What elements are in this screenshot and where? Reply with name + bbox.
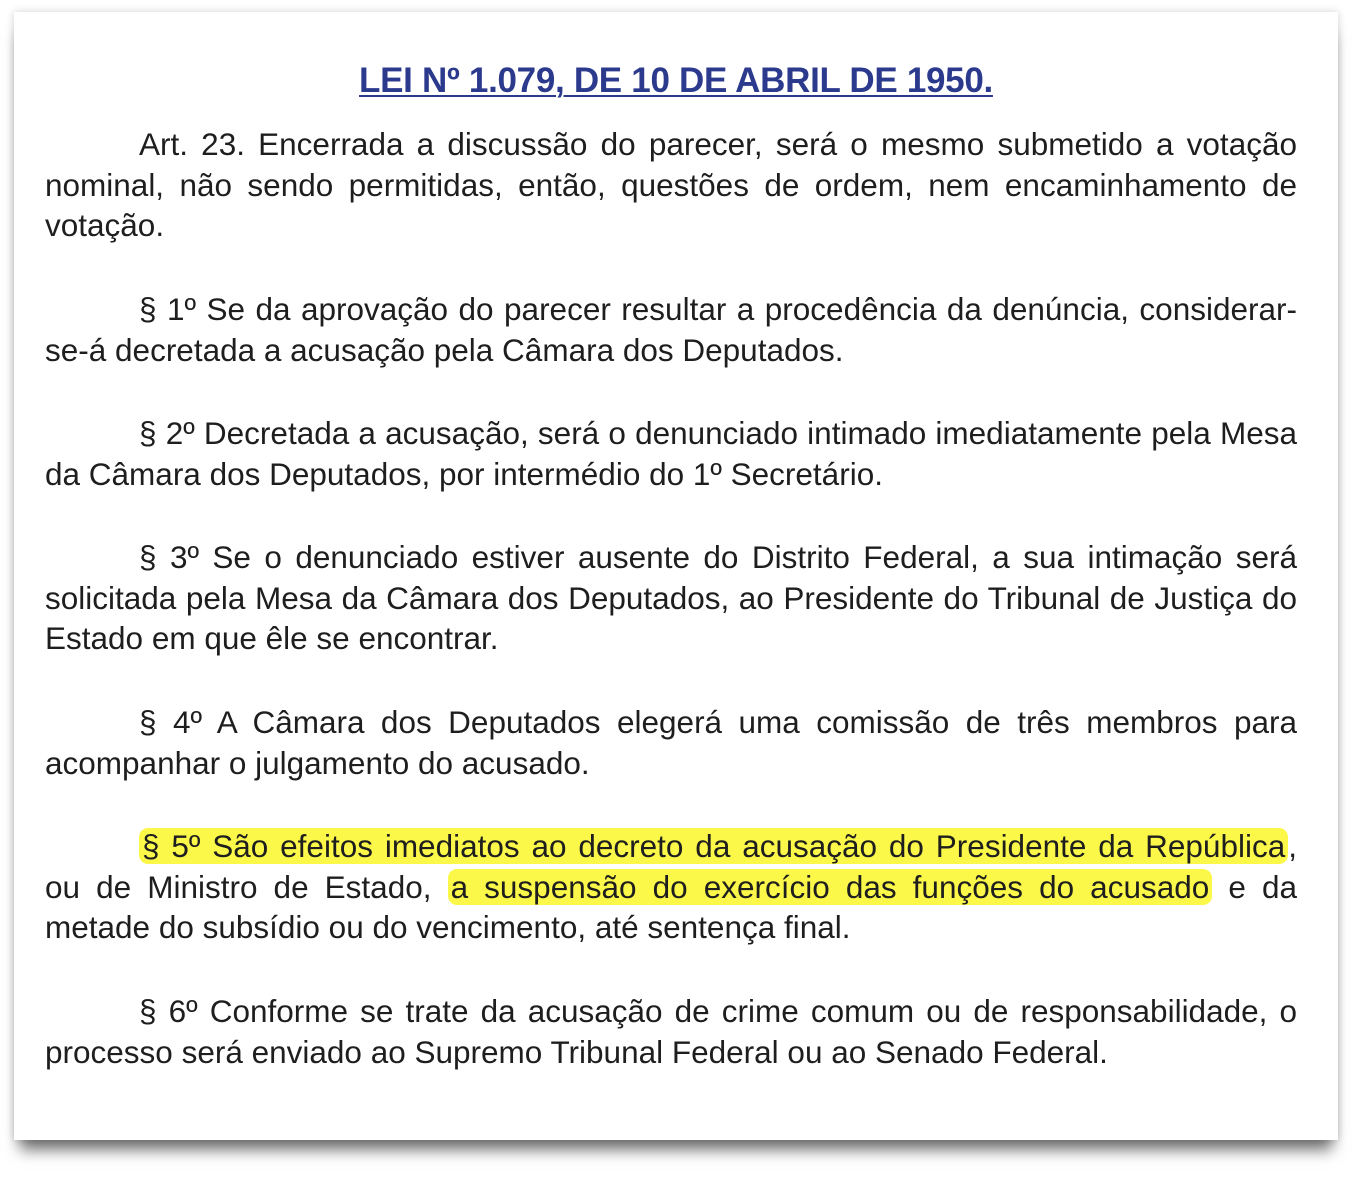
document-page [14,12,1338,1140]
article-23-paragraph: Art. 23. Encerrada a discussão do parecer, será o mesmo submetido a votação nominal, não sendo permitidas, então, questões de ordem, nem encaminhamento de votação. [45,126,1297,243]
section-2-paragraph: § 2º Decretada a acusação, será o denunciado intimado imediatamente pela Mesa da Câmara dos Deputados, por intermédio do 1º Secretário. [45,415,1297,492]
highlight-effects-president: § 5º São efeitos imediatos ao decreto da acusação do Presidente da República [139,828,1288,864]
section-4-paragraph: § 4º A Câmara dos Deputados elegerá uma comissão de três membros para acompanhar o julgamento do acusado. [45,704,1297,781]
law-title [14,56,1338,106]
section-1-paragraph: § 1º Se da aprovação do parecer resultar a procedência da denúncia, considerar-se-á decretada a acusação pela Câmara dos Deputados. [45,291,1297,368]
section-5-text-final: e da metade do subsídio ou do vencimento, até sentença final. [45,868,1297,945]
section-5-text-minister: , ou de Ministro de Estado, [45,828,1297,905]
section-6-paragraph: § 6º Conforme se trate da acusação de crime comum ou de responsabilidade, o processo será enviado ao Supremo Tribunal Federal ou ao Senado Federal. [45,993,1297,1070]
section-3-paragraph: § 3º Se o denunciado estiver ausente do Distrito Federal, a sua intimação será solicitada pela Mesa da Câmara dos Deputados, ao Presidente do Tribunal de Justiça do Estado em que êle se encontrar. [45,539,1297,656]
law-title-text: LEI Nº 1.079, DE 10 DE ABRIL DE 1950. [359,61,993,100]
highlight-suspension-functions: a suspensão do exercício das funções do acusado [448,869,1213,905]
section-5-paragraph [45,826,1297,948]
